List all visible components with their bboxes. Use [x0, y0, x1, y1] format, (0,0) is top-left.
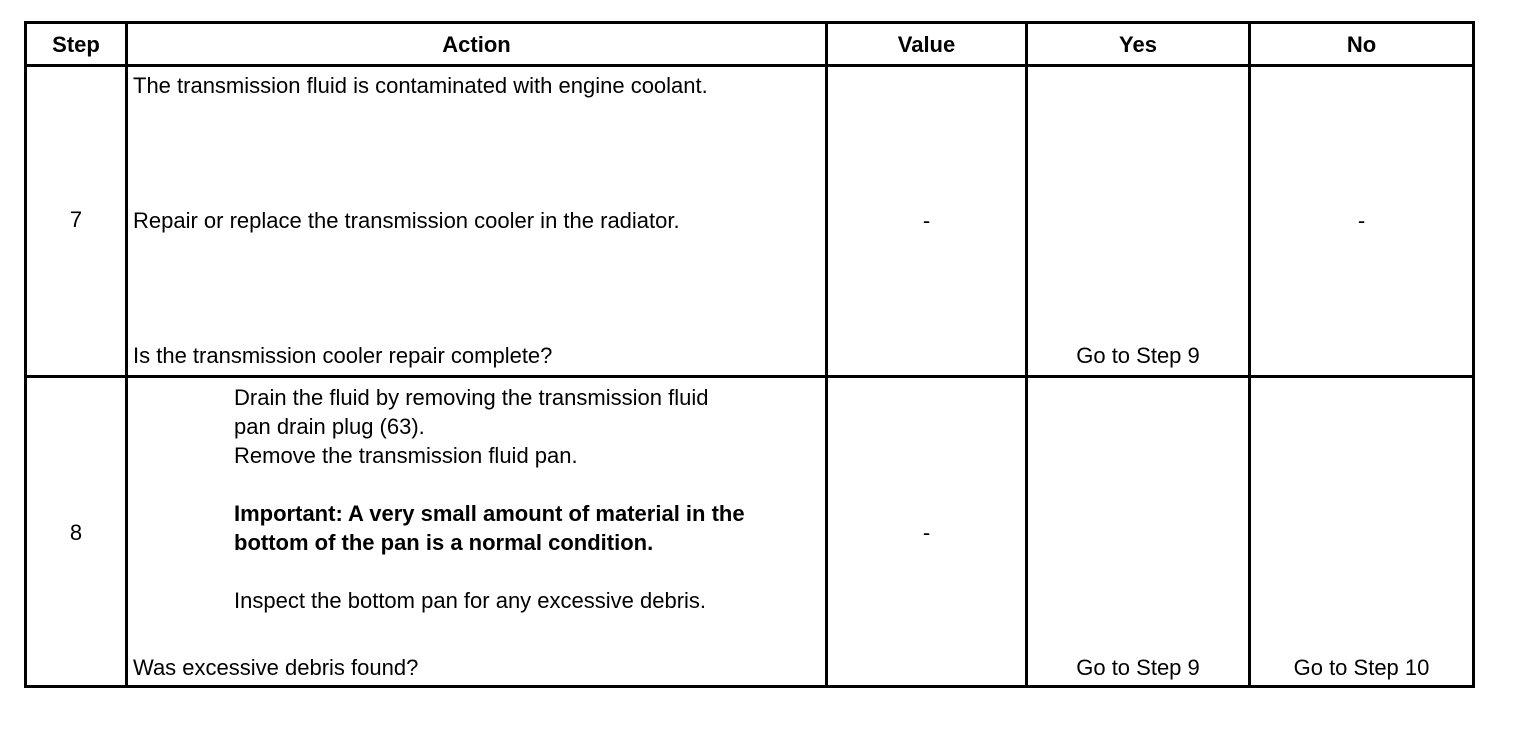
- action-question: Is the transmission cooler repair complete?: [133, 343, 553, 368]
- action-text: Remove the transmission fluid pan.: [234, 443, 578, 468]
- action-text: Inspect the bottom pan for any excessive debris.: [234, 588, 707, 613]
- action-text: Drain the fluid by removing the transmission fluid: [234, 385, 709, 410]
- action-question: Was excessive debris found?: [133, 655, 419, 680]
- row-divider: [27, 375, 1472, 378]
- no-cell: -: [1357, 208, 1366, 233]
- header-step: Step: [52, 32, 100, 57]
- header-yes: Yes: [1119, 32, 1157, 57]
- value-cell: -: [922, 208, 931, 233]
- header-action: Action: [442, 32, 511, 57]
- action-text: The transmission fluid is contaminated with engine coolant.: [133, 73, 708, 98]
- column-divider: [825, 24, 828, 685]
- header-value: Value: [897, 32, 956, 57]
- important-note: Important: A very small amount of material in the: [234, 501, 745, 526]
- action-text: Repair or replace the transmission cooler in the radiator.: [133, 208, 680, 233]
- important-note: bottom of the pan is a normal condition.: [234, 530, 654, 555]
- column-divider: [125, 24, 128, 685]
- step-number: 7: [69, 207, 83, 232]
- yes-cell: Go to Step 9: [1076, 655, 1200, 680]
- column-divider: [1248, 24, 1251, 685]
- value-cell: -: [922, 520, 931, 545]
- no-cell: Go to Step 10: [1293, 655, 1430, 680]
- diagnostic-table: [24, 21, 1475, 688]
- header-no: No: [1346, 32, 1377, 57]
- step-number: 8: [69, 520, 83, 545]
- yes-cell: Go to Step 9: [1076, 343, 1200, 368]
- action-text: pan drain plug (63).: [234, 414, 425, 439]
